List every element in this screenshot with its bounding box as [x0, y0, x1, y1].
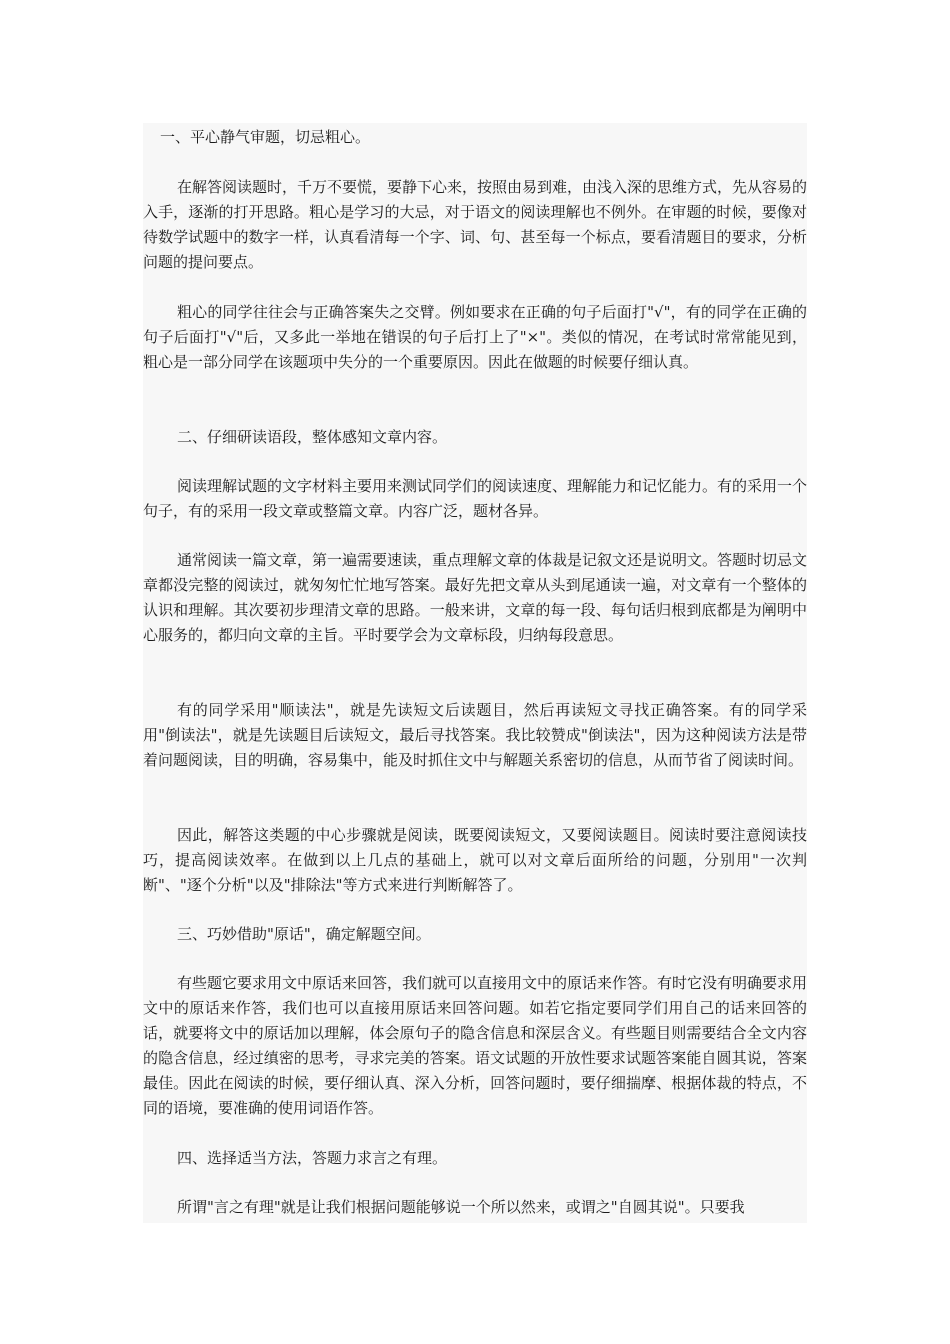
paragraph: 通常阅读一篇文章，第一遍需要速读，重点理解文章的体裁是记叙文还是说明文。答题时切忌文章都没完整的阅读过，就匆匆忙忙地写答案。最好先把文章从头到尾通读一遍，对文章有一个整体的认识和理解。其次要初步理清文章的思路。一般来讲，文章的每一段、每句话归根到底都是为阐明中心服务的，都归向文章的主旨。平时要学会为文章标段，归纳每段意思。 — [143, 551, 807, 644]
paragraph: 所谓"言之有理"就是让我们根据问题能够说一个所以然来，或谓之"自圆其说"。只要我 — [177, 1198, 745, 1216]
paragraph: 阅读理解试题的文字材料主要用来测试同学们的阅读速度、理解能力和记忆能力。有的采用一个句子，有的采用一段文章或整篇文章。内容广泛，题材各异。 — [143, 477, 807, 520]
paragraph: 有的同学采用"顺读法"，就是先读短文后读题目，然后再读短文寻找正确答案。有的同学采用"倒读法"，就是先读题目后读短文，最后寻找答案。我比较赞成"倒读法"，因为这种阅读方法是带着问题阅读，目的明确，容易集中，能及时抓住文中与解题关系密切的信息，从而节省了阅读时间。 — [143, 701, 807, 769]
paragraph: 在解答阅读题时，千万不要慌，要静下心来，按照由易到难，由浅入深的思维方式，先从容易的入手，逐渐的打开思路。粗心是学习的大忌，对于语文的阅读理解也不例外。在审题的时候，要像对待数学试题中的数字一样，认真看清每一个字、词、句、甚至每一个标点，要看清题目的要求，分析问题的提问要点。 — [143, 178, 807, 271]
section-heading-3: 三、巧妙借助"原话"，确定解题空间。 — [177, 925, 431, 943]
paragraph: 粗心的同学往往会与正确答案失之交臂。例如要求在正确的句子后面打"√"，有的同学在正确的句子后面打"√"后，又多此一举地在错误的句子后打上了"×"。类似的情况，在考试时常常能见到，粗心是一部分同学在该题项中失分的一个重要原因。因此在做题的时候要仔细认真。 — [143, 303, 807, 371]
paragraph: 有些题它要求用文中原话来回答，我们就可以直接用文中的原话来作答。有时它没有明确要求用文中的原话来作答，我们也可以直接用原话来回答问题。如若它指定要同学们用自己的话来回答的话，就要将文中的原话加以理解，体会原句子的隐含信息和深层含义。有些题目则需要结合全文内容的隐含信息，经过缜密的思考，寻求完美的答案。语文试题的开放性要求试题答案能自圆其说，答案最佳。因此在阅读的时候，要仔细认真、深入分析，回答问题时，要仔细揣摩、根据体裁的特点，不同的语境，要准确的使用词语作答。 — [143, 974, 807, 1117]
article-body — [143, 123, 807, 1223]
paragraph: 因此，解答这类题的中心步骤就是阅读，既要阅读短文，又要阅读题目。阅读时要注意阅读技巧，提高阅读效率。在做到以上几点的基础上，就可以对文章后面所给的问题，分别用"一次判断"、"逐个分析"以及"排除法"等方式来进行判断解答了。 — [143, 826, 807, 894]
section-heading-2: 二、仔细研读语段，整体感知文章内容。 — [177, 428, 448, 446]
section-heading-1: 一、平心静气审题，切忌粗心。 — [160, 128, 371, 146]
section-heading-4: 四、选择适当方法，答题力求言之有理。 — [177, 1149, 448, 1167]
